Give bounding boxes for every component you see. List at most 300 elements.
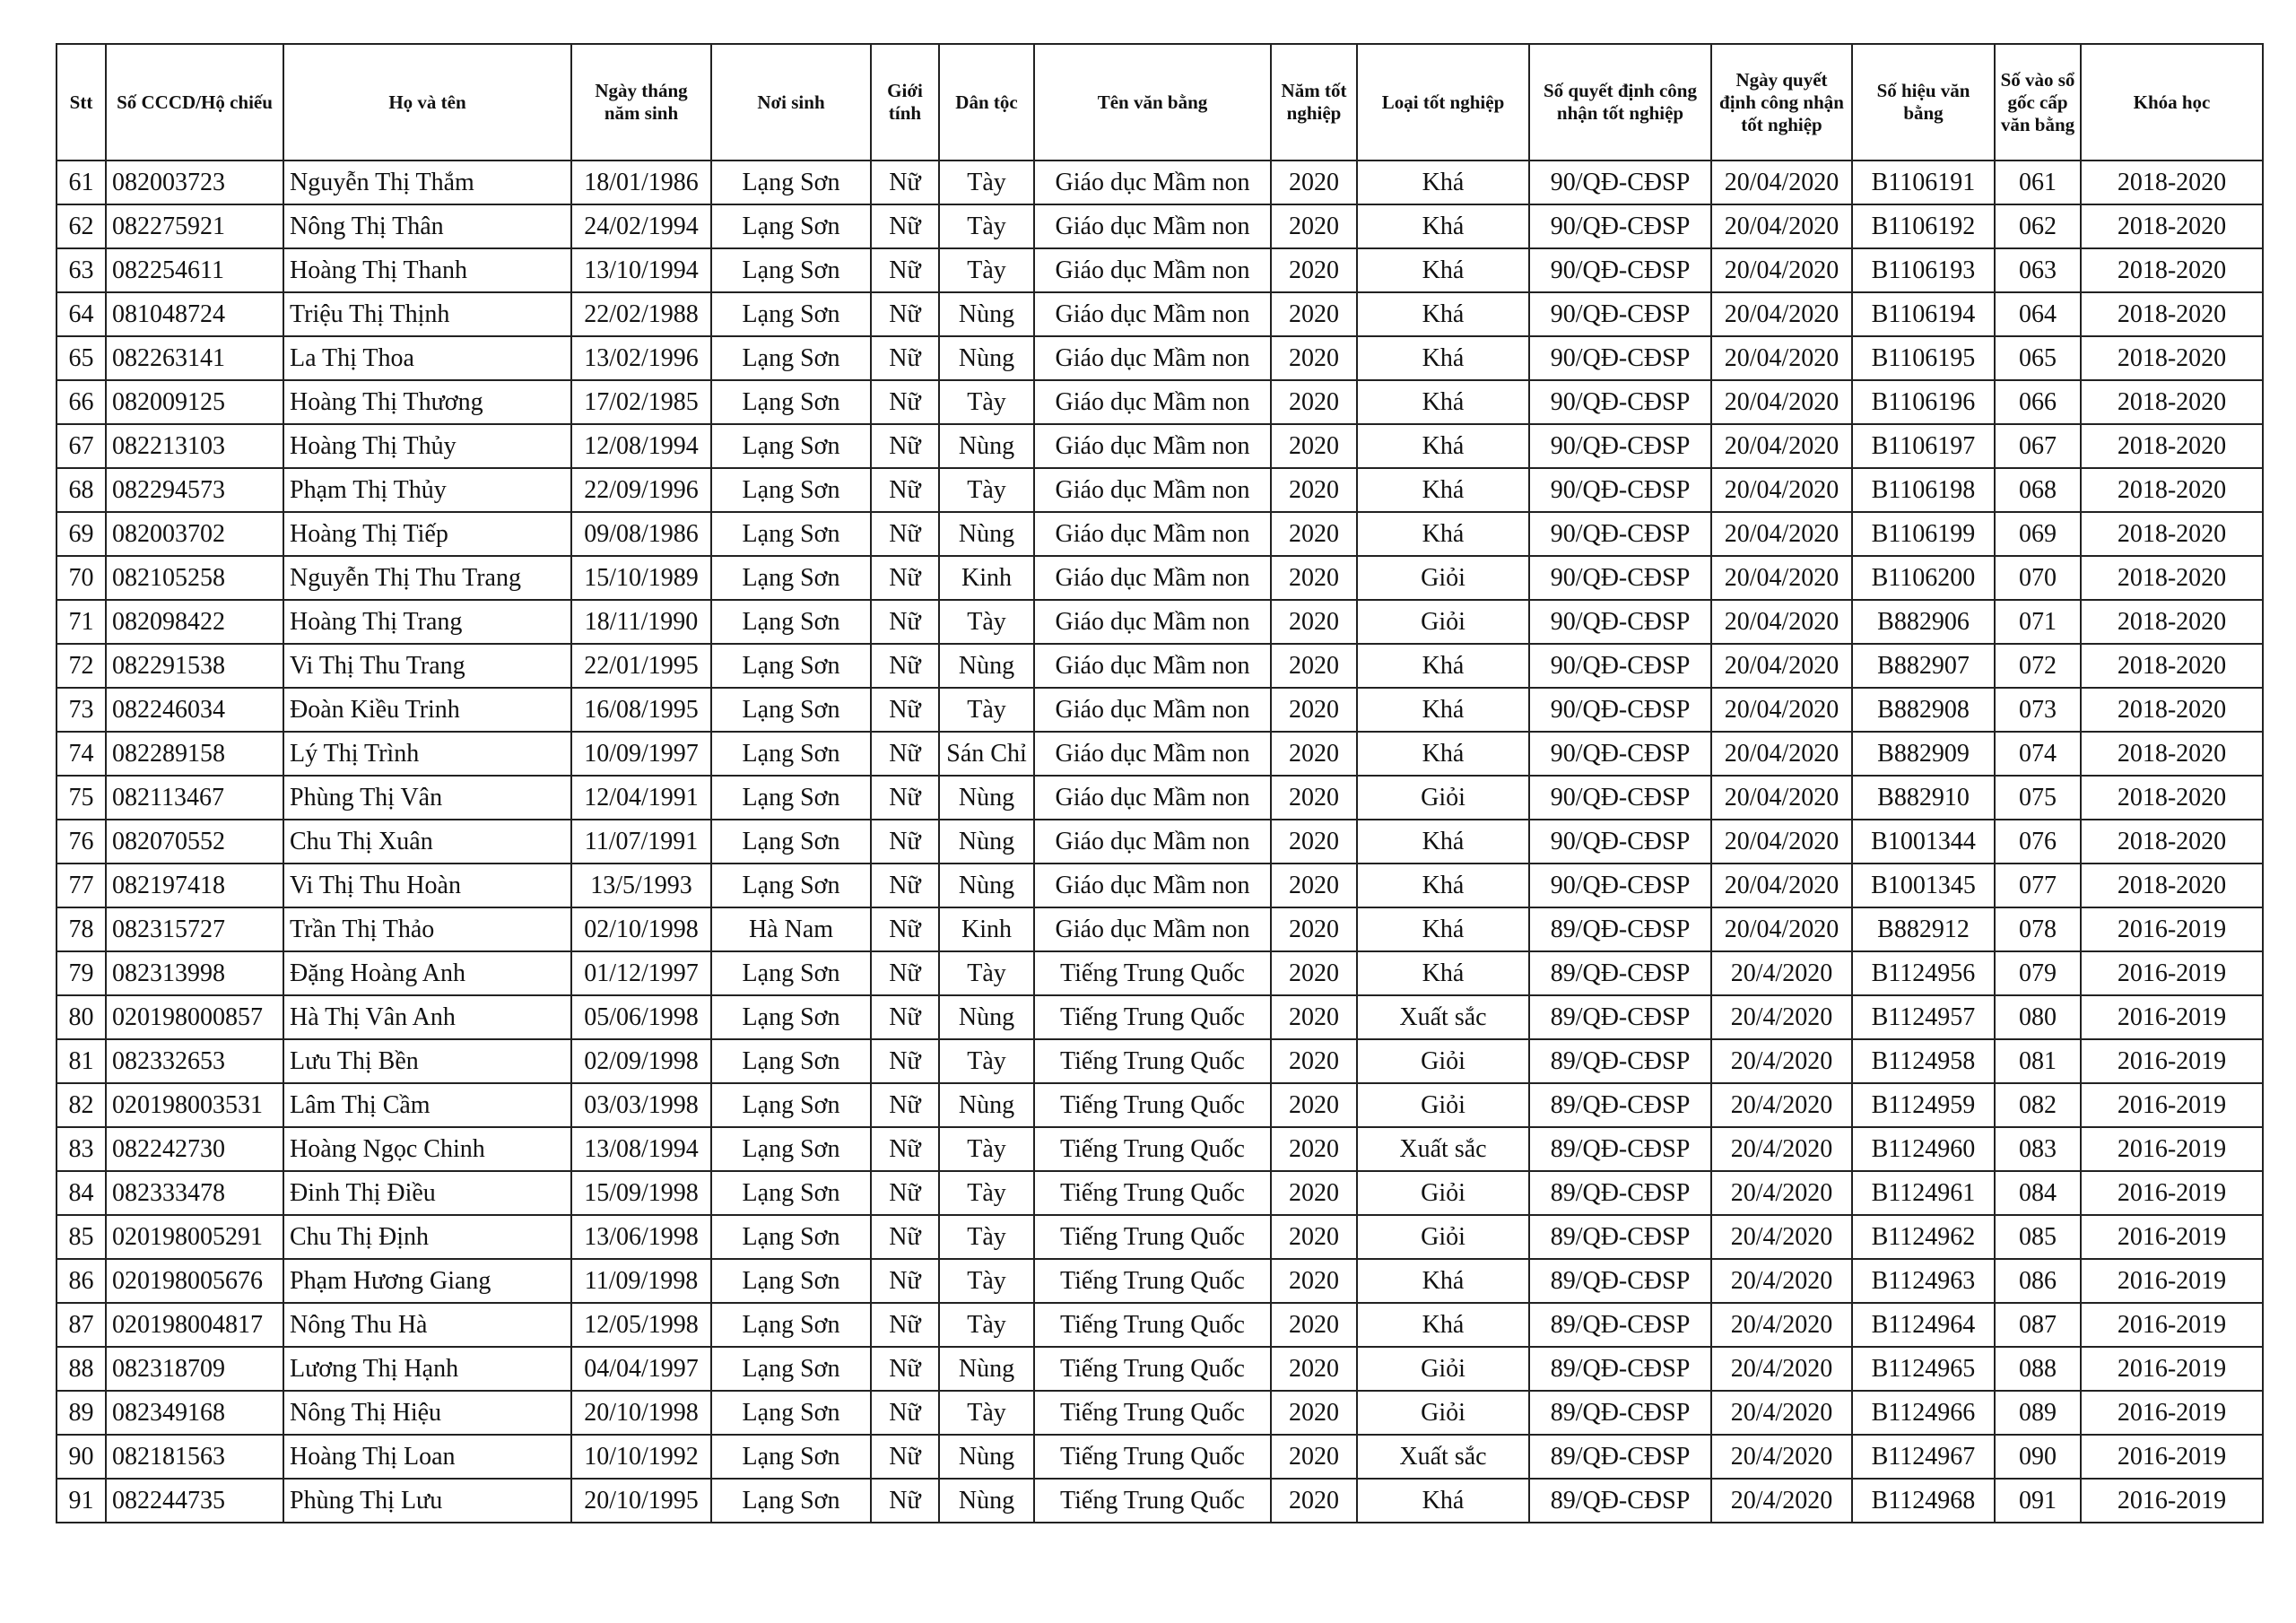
cell-birthplace: Lạng Sơn: [711, 776, 871, 820]
cell-name: Hoàng Thị Thanh: [283, 248, 571, 292]
cell-decision-date: 20/04/2020: [1711, 556, 1852, 600]
cell-birthplace: Lạng Sơn: [711, 1171, 871, 1215]
cell-cccd: 082246034: [106, 688, 283, 732]
cell-gender: Nữ: [871, 1347, 939, 1391]
col-header-grade: Loại tốt nghiệp: [1357, 44, 1529, 161]
cell-grade: Giỏi: [1357, 600, 1529, 644]
cell-degree: Tiếng Trung Quốc: [1034, 951, 1271, 995]
cell-decision-date: 20/4/2020: [1711, 1479, 1852, 1523]
cell-birthplace: Hà Nam: [711, 907, 871, 951]
cell-grad-year: 2020: [1271, 1215, 1357, 1259]
cell-cccd: 082318709: [106, 1347, 283, 1391]
table-row: [57, 732, 2263, 776]
cell-cccd: 020198005291: [106, 1215, 283, 1259]
cell-serial: B882910: [1852, 776, 1995, 820]
cell-decision-no: 89/QĐ-CĐSP: [1529, 1083, 1711, 1127]
table-row: [57, 1303, 2263, 1347]
cell-grade: Xuất sắc: [1357, 1127, 1529, 1171]
cell-birthplace: Lạng Sơn: [711, 248, 871, 292]
cell-course: 2018-2020: [2081, 512, 2263, 556]
cell-decision-no: 89/QĐ-CĐSP: [1529, 1303, 1711, 1347]
cell-degree: Tiếng Trung Quốc: [1034, 1083, 1271, 1127]
cell-birthplace: Lạng Sơn: [711, 1039, 871, 1083]
cell-course: 2018-2020: [2081, 424, 2263, 468]
cell-grad-year: 2020: [1271, 1347, 1357, 1391]
cell-degree: Tiếng Trung Quốc: [1034, 1215, 1271, 1259]
cell-decision-no: 90/QĐ-CĐSP: [1529, 248, 1711, 292]
cell-decision-date: 20/04/2020: [1711, 512, 1852, 556]
cell-serial: B1106192: [1852, 204, 1995, 248]
cell-ethnicity: Nùng: [939, 292, 1034, 336]
cell-name: Đoàn Kiều Trinh: [283, 688, 571, 732]
col-header-stt: Stt: [57, 44, 106, 161]
cell-ethnicity: Tày: [939, 1171, 1034, 1215]
cell-decision-no: 90/QĐ-CĐSP: [1529, 600, 1711, 644]
cell-serial: B882906: [1852, 600, 1995, 644]
table-row: [57, 468, 2263, 512]
graduates-table: [56, 43, 2264, 1523]
cell-gender: Nữ: [871, 600, 939, 644]
cell-stt: 67: [57, 424, 106, 468]
cell-birthplace: Lạng Sơn: [711, 995, 871, 1039]
cell-gender: Nữ: [871, 995, 939, 1039]
cell-name: Hoàng Thị Trang: [283, 600, 571, 644]
cell-degree: Tiếng Trung Quốc: [1034, 1259, 1271, 1303]
cell-ethnicity: Tày: [939, 1127, 1034, 1171]
cell-book-no: 080: [1995, 995, 2081, 1039]
cell-grade: Khá: [1357, 161, 1529, 204]
cell-serial: B882907: [1852, 644, 1995, 688]
cell-birthplace: Lạng Sơn: [711, 1215, 871, 1259]
cell-grade: Khá: [1357, 424, 1529, 468]
cell-name: Hoàng Thị Loan: [283, 1435, 571, 1479]
cell-gender: Nữ: [871, 512, 939, 556]
cell-decision-no: 90/QĐ-CĐSP: [1529, 776, 1711, 820]
cell-name: Triệu Thị Thịnh: [283, 292, 571, 336]
cell-stt: 62: [57, 204, 106, 248]
cell-course: 2016-2019: [2081, 995, 2263, 1039]
cell-decision-date: 20/04/2020: [1711, 776, 1852, 820]
table-row: [57, 1215, 2263, 1259]
cell-ethnicity: Tày: [939, 204, 1034, 248]
cell-course: 2016-2019: [2081, 907, 2263, 951]
cell-serial: B1106196: [1852, 380, 1995, 424]
cell-cccd: 082244735: [106, 1479, 283, 1523]
table-row: [57, 864, 2263, 907]
cell-grade: Khá: [1357, 512, 1529, 556]
cell-decision-no: 89/QĐ-CĐSP: [1529, 1259, 1711, 1303]
col-header-gender: Giới tính: [871, 44, 939, 161]
cell-serial: B882912: [1852, 907, 1995, 951]
cell-ethnicity: Nùng: [939, 995, 1034, 1039]
cell-degree: Giáo dục Mầm non: [1034, 732, 1271, 776]
cell-ethnicity: Tày: [939, 161, 1034, 204]
cell-degree: Tiếng Trung Quốc: [1034, 1171, 1271, 1215]
cell-decision-date: 20/4/2020: [1711, 1127, 1852, 1171]
cell-cccd: 082070552: [106, 820, 283, 864]
col-header-decision-date: Ngày quyết định công nhận tốt nghiệp: [1711, 44, 1852, 161]
cell-decision-date: 20/4/2020: [1711, 995, 1852, 1039]
cell-book-no: 076: [1995, 820, 2081, 864]
cell-course: 2018-2020: [2081, 732, 2263, 776]
cell-serial: B1124963: [1852, 1259, 1995, 1303]
cell-name: Vi Thị Thu Hoàn: [283, 864, 571, 907]
cell-book-no: 065: [1995, 336, 2081, 380]
cell-grade: Giỏi: [1357, 776, 1529, 820]
cell-grad-year: 2020: [1271, 951, 1357, 995]
cell-name: Lâm Thị Cầm: [283, 1083, 571, 1127]
cell-stt: 77: [57, 864, 106, 907]
cell-ethnicity: Tày: [939, 1303, 1034, 1347]
cell-grad-year: 2020: [1271, 776, 1357, 820]
table-row: [57, 1479, 2263, 1523]
cell-ethnicity: Nùng: [939, 820, 1034, 864]
cell-dob: 02/09/1998: [571, 1039, 711, 1083]
cell-grad-year: 2020: [1271, 907, 1357, 951]
cell-name: Hoàng Thị Thủy: [283, 424, 571, 468]
cell-book-no: 069: [1995, 512, 2081, 556]
cell-ethnicity: Tày: [939, 1391, 1034, 1435]
cell-dob: 13/5/1993: [571, 864, 711, 907]
cell-ethnicity: Tày: [939, 248, 1034, 292]
cell-serial: B1106198: [1852, 468, 1995, 512]
cell-birthplace: Lạng Sơn: [711, 1435, 871, 1479]
cell-decision-no: 90/QĐ-CĐSP: [1529, 161, 1711, 204]
cell-name: Lý Thị Trình: [283, 732, 571, 776]
table-row: [57, 248, 2263, 292]
cell-book-no: 078: [1995, 907, 2081, 951]
cell-ethnicity: Sán Chỉ: [939, 732, 1034, 776]
cell-grade: Khá: [1357, 688, 1529, 732]
cell-degree: Giáo dục Mầm non: [1034, 820, 1271, 864]
cell-grade: Giỏi: [1357, 1347, 1529, 1391]
table-row: [57, 600, 2263, 644]
cell-ethnicity: Nùng: [939, 336, 1034, 380]
cell-book-no: 067: [1995, 424, 2081, 468]
table-row: [57, 1039, 2263, 1083]
cell-serial: B882909: [1852, 732, 1995, 776]
cell-decision-date: 20/04/2020: [1711, 292, 1852, 336]
cell-ethnicity: Tày: [939, 600, 1034, 644]
cell-serial: B1124958: [1852, 1039, 1995, 1083]
cell-decision-no: 89/QĐ-CĐSP: [1529, 1435, 1711, 1479]
cell-decision-no: 89/QĐ-CĐSP: [1529, 1039, 1711, 1083]
cell-dob: 01/12/1997: [571, 951, 711, 995]
cell-dob: 18/01/1986: [571, 161, 711, 204]
col-header-cccd: Số CCCD/Hộ chiếu: [106, 44, 283, 161]
cell-decision-date: 20/4/2020: [1711, 1347, 1852, 1391]
cell-stt: 61: [57, 161, 106, 204]
cell-grad-year: 2020: [1271, 864, 1357, 907]
cell-dob: 13/02/1996: [571, 336, 711, 380]
cell-birthplace: Lạng Sơn: [711, 820, 871, 864]
cell-birthplace: Lạng Sơn: [711, 1127, 871, 1171]
cell-course: 2016-2019: [2081, 1171, 2263, 1215]
table-row: [57, 380, 2263, 424]
cell-birthplace: Lạng Sơn: [711, 336, 871, 380]
cell-birthplace: Lạng Sơn: [711, 292, 871, 336]
cell-stt: 70: [57, 556, 106, 600]
cell-grade: Khá: [1357, 907, 1529, 951]
cell-gender: Nữ: [871, 1303, 939, 1347]
cell-birthplace: Lạng Sơn: [711, 644, 871, 688]
cell-ethnicity: Kinh: [939, 556, 1034, 600]
cell-cccd: 082113467: [106, 776, 283, 820]
cell-grade: Khá: [1357, 732, 1529, 776]
cell-name: Hoàng Thị Tiếp: [283, 512, 571, 556]
cell-grad-year: 2020: [1271, 1391, 1357, 1435]
col-header-book-no: Số vào sổ gốc cấp văn bằng: [1995, 44, 2081, 161]
cell-decision-no: 90/QĐ-CĐSP: [1529, 292, 1711, 336]
cell-decision-date: 20/4/2020: [1711, 1039, 1852, 1083]
cell-name: Nguyễn Thị Thắm: [283, 161, 571, 204]
cell-cccd: 081048724: [106, 292, 283, 336]
cell-gender: Nữ: [871, 820, 939, 864]
cell-degree: Tiếng Trung Quốc: [1034, 1039, 1271, 1083]
cell-book-no: 083: [1995, 1127, 2081, 1171]
cell-birthplace: Lạng Sơn: [711, 161, 871, 204]
cell-gender: Nữ: [871, 907, 939, 951]
cell-grad-year: 2020: [1271, 292, 1357, 336]
cell-cccd: 082242730: [106, 1127, 283, 1171]
cell-grad-year: 2020: [1271, 1127, 1357, 1171]
cell-name: Hà Thị Vân Anh: [283, 995, 571, 1039]
table-row: [57, 688, 2263, 732]
cell-gender: Nữ: [871, 951, 939, 995]
cell-decision-date: 20/04/2020: [1711, 864, 1852, 907]
cell-stt: 85: [57, 1215, 106, 1259]
cell-cccd: 082313998: [106, 951, 283, 995]
cell-birthplace: Lạng Sơn: [711, 1259, 871, 1303]
cell-stt: 72: [57, 644, 106, 688]
cell-grade: Khá: [1357, 204, 1529, 248]
cell-serial: B1106193: [1852, 248, 1995, 292]
cell-serial: B1124959: [1852, 1083, 1995, 1127]
cell-grade: Giỏi: [1357, 556, 1529, 600]
cell-degree: Tiếng Trung Quốc: [1034, 1435, 1271, 1479]
cell-gender: Nữ: [871, 864, 939, 907]
cell-grad-year: 2020: [1271, 336, 1357, 380]
cell-book-no: 066: [1995, 380, 2081, 424]
cell-gender: Nữ: [871, 161, 939, 204]
cell-degree: Giáo dục Mầm non: [1034, 468, 1271, 512]
cell-gender: Nữ: [871, 292, 939, 336]
cell-gender: Nữ: [871, 424, 939, 468]
cell-grad-year: 2020: [1271, 1259, 1357, 1303]
cell-gender: Nữ: [871, 380, 939, 424]
cell-name: Đặng Hoàng Anh: [283, 951, 571, 995]
cell-dob: 17/02/1985: [571, 380, 711, 424]
cell-grad-year: 2020: [1271, 600, 1357, 644]
cell-decision-date: 20/4/2020: [1711, 1435, 1852, 1479]
cell-book-no: 091: [1995, 1479, 2081, 1523]
cell-dob: 05/06/1998: [571, 995, 711, 1039]
cell-course: 2018-2020: [2081, 292, 2263, 336]
cell-ethnicity: Nùng: [939, 1083, 1034, 1127]
table-row: [57, 1435, 2263, 1479]
cell-grade: Khá: [1357, 1303, 1529, 1347]
cell-birthplace: Lạng Sơn: [711, 600, 871, 644]
table-row: [57, 1259, 2263, 1303]
table-row: [57, 907, 2263, 951]
cell-decision-date: 20/4/2020: [1711, 1391, 1852, 1435]
cell-stt: 79: [57, 951, 106, 995]
table-row: [57, 1391, 2263, 1435]
cell-grade: Khá: [1357, 1259, 1529, 1303]
cell-gender: Nữ: [871, 732, 939, 776]
cell-course: 2018-2020: [2081, 161, 2263, 204]
cell-book-no: 063: [1995, 248, 2081, 292]
cell-decision-no: 89/QĐ-CĐSP: [1529, 907, 1711, 951]
cell-degree: Tiếng Trung Quốc: [1034, 1391, 1271, 1435]
cell-serial: B1001344: [1852, 820, 1995, 864]
cell-dob: 12/08/1994: [571, 424, 711, 468]
cell-birthplace: Lạng Sơn: [711, 1391, 871, 1435]
cell-dob: 04/04/1997: [571, 1347, 711, 1391]
cell-book-no: 081: [1995, 1039, 2081, 1083]
cell-decision-date: 20/4/2020: [1711, 951, 1852, 995]
cell-grade: Khá: [1357, 248, 1529, 292]
cell-decision-date: 20/4/2020: [1711, 1171, 1852, 1215]
cell-serial: B1001345: [1852, 864, 1995, 907]
cell-serial: B1106200: [1852, 556, 1995, 600]
cell-gender: Nữ: [871, 776, 939, 820]
cell-grad-year: 2020: [1271, 1479, 1357, 1523]
cell-course: 2018-2020: [2081, 776, 2263, 820]
cell-dob: 22/01/1995: [571, 644, 711, 688]
cell-decision-date: 20/04/2020: [1711, 248, 1852, 292]
cell-birthplace: Lạng Sơn: [711, 468, 871, 512]
cell-stt: 84: [57, 1171, 106, 1215]
cell-grad-year: 2020: [1271, 688, 1357, 732]
cell-name: Hoàng Thị Thương: [283, 380, 571, 424]
cell-decision-no: 90/QĐ-CĐSP: [1529, 424, 1711, 468]
cell-birthplace: Lạng Sơn: [711, 688, 871, 732]
cell-serial: B1124961: [1852, 1171, 1995, 1215]
cell-book-no: 090: [1995, 1435, 2081, 1479]
cell-degree: Giáo dục Mầm non: [1034, 204, 1271, 248]
cell-decision-date: 20/04/2020: [1711, 204, 1852, 248]
cell-course: 2018-2020: [2081, 204, 2263, 248]
cell-book-no: 085: [1995, 1215, 2081, 1259]
cell-name: Phạm Thị Thủy: [283, 468, 571, 512]
cell-serial: B1106199: [1852, 512, 1995, 556]
cell-degree: Giáo dục Mầm non: [1034, 600, 1271, 644]
cell-course: 2016-2019: [2081, 951, 2263, 995]
cell-dob: 09/08/1986: [571, 512, 711, 556]
cell-serial: B1106195: [1852, 336, 1995, 380]
cell-stt: 63: [57, 248, 106, 292]
cell-book-no: 073: [1995, 688, 2081, 732]
cell-gender: Nữ: [871, 556, 939, 600]
cell-stt: 74: [57, 732, 106, 776]
table-row: [57, 204, 2263, 248]
cell-grade: Khá: [1357, 468, 1529, 512]
cell-cccd: 082263141: [106, 336, 283, 380]
cell-degree: Giáo dục Mầm non: [1034, 424, 1271, 468]
cell-degree: Giáo dục Mầm non: [1034, 688, 1271, 732]
cell-ethnicity: Tày: [939, 1039, 1034, 1083]
cell-birthplace: Lạng Sơn: [711, 512, 871, 556]
cell-grad-year: 2020: [1271, 732, 1357, 776]
cell-gender: Nữ: [871, 248, 939, 292]
cell-dob: 10/10/1992: [571, 1435, 711, 1479]
cell-stt: 73: [57, 688, 106, 732]
cell-birthplace: Lạng Sơn: [711, 1347, 871, 1391]
cell-grade: Khá: [1357, 292, 1529, 336]
cell-grad-year: 2020: [1271, 995, 1357, 1039]
cell-birthplace: Lạng Sơn: [711, 1479, 871, 1523]
cell-gender: Nữ: [871, 688, 939, 732]
cell-dob: 24/02/1994: [571, 204, 711, 248]
cell-serial: B1106191: [1852, 161, 1995, 204]
cell-birthplace: Lạng Sơn: [711, 864, 871, 907]
cell-serial: B1124957: [1852, 995, 1995, 1039]
cell-serial: B1124962: [1852, 1215, 1995, 1259]
col-header-serial: Số hiệu văn bằng: [1852, 44, 1995, 161]
cell-grad-year: 2020: [1271, 820, 1357, 864]
cell-dob: 12/05/1998: [571, 1303, 711, 1347]
cell-book-no: 079: [1995, 951, 2081, 995]
cell-book-no: 074: [1995, 732, 2081, 776]
cell-book-no: 087: [1995, 1303, 2081, 1347]
cell-degree: Giáo dục Mầm non: [1034, 776, 1271, 820]
cell-ethnicity: Tày: [939, 468, 1034, 512]
cell-degree: Tiếng Trung Quốc: [1034, 1127, 1271, 1171]
cell-birthplace: Lạng Sơn: [711, 556, 871, 600]
table-row: [57, 292, 2263, 336]
cell-decision-no: 90/QĐ-CĐSP: [1529, 820, 1711, 864]
cell-decision-date: 20/04/2020: [1711, 468, 1852, 512]
cell-decision-date: 20/04/2020: [1711, 600, 1852, 644]
cell-course: 2018-2020: [2081, 468, 2263, 512]
cell-cccd: 082291538: [106, 644, 283, 688]
cell-grade: Giỏi: [1357, 1039, 1529, 1083]
cell-stt: 83: [57, 1127, 106, 1171]
table-row: [57, 1127, 2263, 1171]
cell-decision-no: 89/QĐ-CĐSP: [1529, 1479, 1711, 1523]
cell-course: 2016-2019: [2081, 1039, 2263, 1083]
cell-decision-no: 90/QĐ-CĐSP: [1529, 204, 1711, 248]
cell-dob: 15/09/1998: [571, 1171, 711, 1215]
cell-name: Phùng Thị Lưu: [283, 1479, 571, 1523]
cell-book-no: 077: [1995, 864, 2081, 907]
cell-ethnicity: Tày: [939, 380, 1034, 424]
cell-grade: Khá: [1357, 864, 1529, 907]
cell-name: Vi Thị Thu Trang: [283, 644, 571, 688]
cell-birthplace: Lạng Sơn: [711, 1303, 871, 1347]
cell-book-no: 084: [1995, 1171, 2081, 1215]
cell-grade: Khá: [1357, 380, 1529, 424]
col-header-dob: Ngày tháng năm sinh: [571, 44, 711, 161]
cell-name: Lương Thị Hạnh: [283, 1347, 571, 1391]
cell-cccd: 082181563: [106, 1435, 283, 1479]
cell-gender: Nữ: [871, 1479, 939, 1523]
cell-gender: Nữ: [871, 336, 939, 380]
cell-dob: 18/11/1990: [571, 600, 711, 644]
cell-name: Lưu Thị Bền: [283, 1039, 571, 1083]
cell-course: 2018-2020: [2081, 820, 2263, 864]
cell-course: 2018-2020: [2081, 644, 2263, 688]
cell-decision-no: 90/QĐ-CĐSP: [1529, 732, 1711, 776]
table-row: [57, 556, 2263, 600]
cell-ethnicity: Nùng: [939, 864, 1034, 907]
cell-decision-no: 89/QĐ-CĐSP: [1529, 1215, 1711, 1259]
cell-grad-year: 2020: [1271, 1435, 1357, 1479]
cell-course: 2016-2019: [2081, 1215, 2263, 1259]
cell-name: Phùng Thị Vân: [283, 776, 571, 820]
cell-cccd: 082275921: [106, 204, 283, 248]
